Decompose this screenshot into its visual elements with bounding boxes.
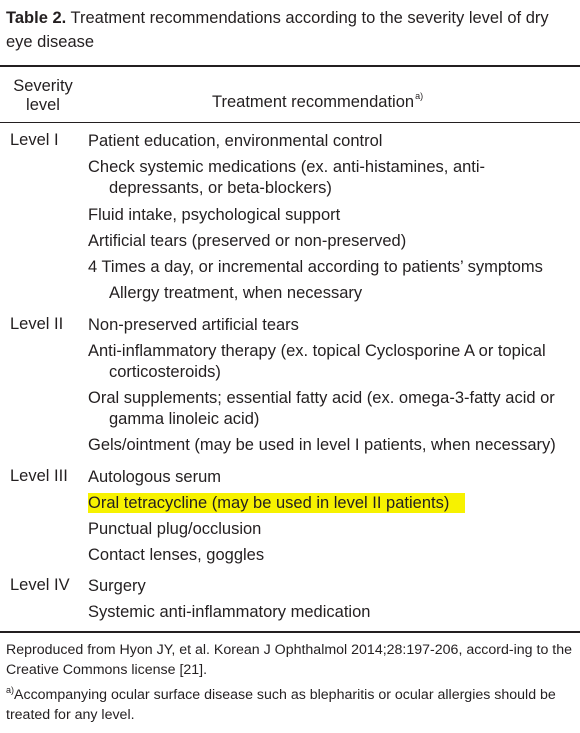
header-footnote-marker: a) [415,91,424,101]
rec-item: 4 Times a day, or incremental according to patients’ symptoms [88,258,543,276]
level-4-recommendations [88,576,568,623]
rec-item-continued: corticosteroids) [109,363,221,381]
level-1-recommendations [88,131,568,304]
rec-item-continued: gamma linoleic acid) [109,410,260,428]
level-2-recommendations [88,315,568,456]
header-treatment-label: Treatment recommendation [212,93,415,111]
rec-item: Fluid intake, psychological support [88,206,341,224]
rec-item: Contact lenses, goggles [88,546,265,564]
footnote-marker: a) [6,685,15,695]
rec-item: Oral supplements; essential fatty acid (ex. omega-3-fatty acid or [88,389,555,407]
rec-item: Punctual plug/occlusion [88,520,262,538]
footnote-a [6,680,574,725]
rec-item: Autologous serum [88,468,221,486]
header-treatment [212,86,423,112]
severity-level-3: Level III [10,467,68,485]
severity-level-2: Level II [10,315,64,333]
table-footnotes [6,640,574,725]
header-rule [0,122,580,123]
rec-item: Gels/ointment (may be used in level I patients, when necessary) [88,436,556,454]
rec-item: Surgery [88,577,146,595]
rec-item: Patient education, environmental control [88,132,383,150]
source-note: Reproduced from Hyon JY, et al. Korean J Ophthalmol 2014;28:197-206, accord-ing to the Creative Commons license [21]. [6,642,573,678]
rec-item: Systemic anti-inflammatory medication [88,603,371,621]
footnote-text: Accompanying ocular surface disease such as blepharitis or ocular allergies should be treated for any level. [6,687,556,723]
rec-item: Artificial tears (preserved or non-preserved) [88,232,407,250]
table-label: Table 2. [6,9,67,27]
severity-level-4: Level IV [10,576,70,594]
bottom-rule [0,631,580,633]
level-3-recommendations [88,467,568,566]
severity-level-1: Level I [10,131,59,149]
rec-item: Check systemic medications (ex. anti-histamines, anti- [88,158,486,176]
rec-item: Anti-inflammatory therapy (ex. topical Cyclosporine A or topical [88,342,546,360]
top-rule [0,65,580,67]
header-severity: Severity level [13,77,73,114]
rec-item-continued: Allergy treatment, when necessary [109,284,363,302]
table-caption [6,6,574,54]
highlighted-rec-item: Oral tetracycline (may be used in level II patients) [88,493,465,513]
rec-item: Non-preserved artificial tears [88,316,299,334]
table-title: Treatment recommendations according to the severity level of dry eye disease [6,9,549,51]
rec-item-continued: depressants, or beta-blockers) [109,179,332,197]
